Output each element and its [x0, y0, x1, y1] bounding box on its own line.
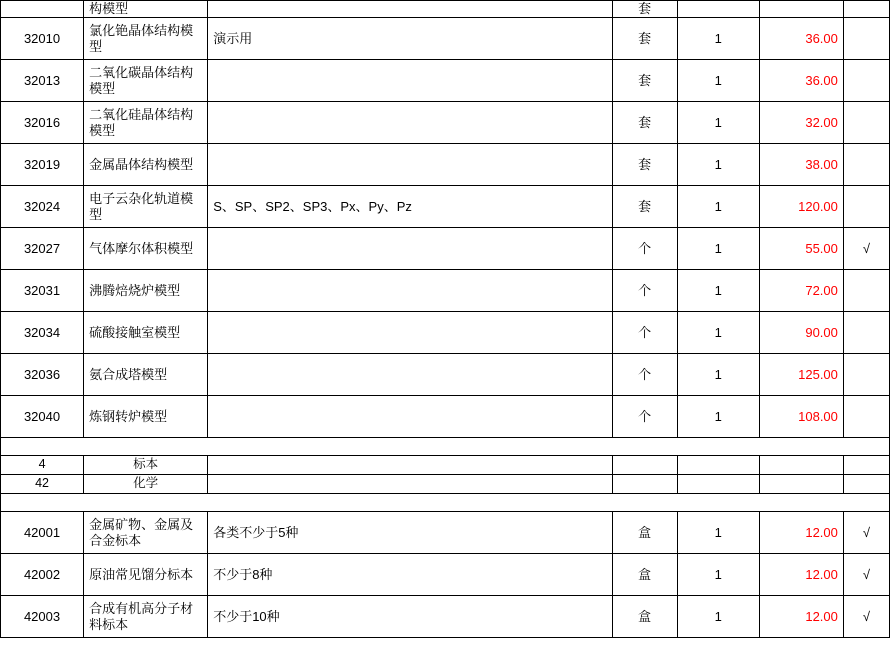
cell-name: 金属矿物、金属及合金标本: [84, 512, 208, 554]
cell-spec: S、SP、SP2、SP3、Px、Py、Pz: [208, 186, 612, 228]
table-row: [1, 554, 890, 596]
cell-unit: 套: [612, 1, 677, 18]
table-row: [1, 354, 890, 396]
cell-mark: [843, 60, 889, 102]
cell-code: 32040: [1, 396, 84, 438]
cell-price: 32.00: [759, 102, 843, 144]
table-row: [1, 228, 890, 270]
cell-qty: 1: [677, 186, 759, 228]
cell-spec: [208, 354, 612, 396]
cell-spec: [208, 396, 612, 438]
cell-mark: [843, 1, 889, 18]
spacer-cell: [1, 438, 890, 456]
cell-spec: [208, 456, 612, 475]
cell-unit: 盒: [612, 596, 677, 638]
cell-spec: 演示用: [208, 18, 612, 60]
cell-unit: 盒: [612, 554, 677, 596]
table-row: [1, 60, 890, 102]
table-row: [1, 144, 890, 186]
cell-price: 55.00: [759, 228, 843, 270]
cell-spec: [208, 270, 612, 312]
cell-qty: 1: [677, 18, 759, 60]
spacer-cell: [1, 494, 890, 512]
cell-mark: √: [843, 512, 889, 554]
cell-mark: [843, 18, 889, 60]
cell-price: 125.00: [759, 354, 843, 396]
table-row: [1, 102, 890, 144]
cell-qty: 1: [677, 596, 759, 638]
table-row: [1, 396, 890, 438]
cell-code: 42002: [1, 554, 84, 596]
cell-code: 42003: [1, 596, 84, 638]
cell-name: 二氧化碳晶体结构模型: [84, 60, 208, 102]
cell-unit: 套: [612, 186, 677, 228]
cell-price: 38.00: [759, 144, 843, 186]
cell-price: [759, 456, 843, 475]
cell-code: 32027: [1, 228, 84, 270]
cell-mark: [843, 102, 889, 144]
cell-price: 36.00: [759, 18, 843, 60]
cell-mark: √: [843, 554, 889, 596]
cell-spec: 不少于8种: [208, 554, 612, 596]
cell-spec: 各类不少于5种: [208, 512, 612, 554]
cell-name: 金属晶体结构模型: [84, 144, 208, 186]
table-row: [1, 270, 890, 312]
cell-mark: √: [843, 596, 889, 638]
cell-mark: [843, 144, 889, 186]
cell-mark: [843, 396, 889, 438]
cell-name: 硫酸接触室模型: [84, 312, 208, 354]
table-row: [1, 18, 890, 60]
cell-qty: 1: [677, 228, 759, 270]
cell-unit: 个: [612, 396, 677, 438]
cell-qty: [677, 1, 759, 18]
table-row: [1, 186, 890, 228]
table-spacer: [1, 494, 890, 512]
cell-spec: [208, 144, 612, 186]
cell-qty: 1: [677, 102, 759, 144]
cell-name: 炼钢转炉模型: [84, 396, 208, 438]
cell-unit: [612, 456, 677, 475]
cell-qty: 1: [677, 60, 759, 102]
cell-code: 32016: [1, 102, 84, 144]
cell-name: 标本: [84, 456, 208, 475]
cell-mark: [843, 354, 889, 396]
cell-price: 120.00: [759, 186, 843, 228]
cell-unit: 套: [612, 60, 677, 102]
cell-code: 32024: [1, 186, 84, 228]
cell-code: 32031: [1, 270, 84, 312]
cell-code: 32019: [1, 144, 84, 186]
cell-code: [1, 1, 84, 18]
cell-name: 构模型: [84, 1, 208, 18]
cell-unit: [612, 475, 677, 494]
cell-code: 42: [1, 475, 84, 494]
table-row-clipped: [1, 1, 890, 18]
cell-price: 90.00: [759, 312, 843, 354]
cell-unit: 个: [612, 354, 677, 396]
cell-unit: 个: [612, 312, 677, 354]
cell-name: 二氧化硅晶体结构模型: [84, 102, 208, 144]
cell-unit: 套: [612, 18, 677, 60]
cell-unit: 盒: [612, 512, 677, 554]
cell-mark: [843, 475, 889, 494]
table-spacer: [1, 438, 890, 456]
cell-qty: 1: [677, 512, 759, 554]
cell-qty: 1: [677, 270, 759, 312]
table-row: [1, 596, 890, 638]
cell-qty: 1: [677, 354, 759, 396]
cell-spec: [208, 228, 612, 270]
cell-code: 32036: [1, 354, 84, 396]
cell-code: 32013: [1, 60, 84, 102]
table-group-header-row: [1, 475, 890, 494]
cell-mark: √: [843, 228, 889, 270]
cell-unit: 套: [612, 144, 677, 186]
cell-code: 32034: [1, 312, 84, 354]
cell-price: 12.00: [759, 596, 843, 638]
cell-name: 氯化铯晶体结构模型: [84, 18, 208, 60]
cell-qty: 1: [677, 312, 759, 354]
cell-qty: [677, 475, 759, 494]
cell-name: 化学: [84, 475, 208, 494]
cell-price: 12.00: [759, 554, 843, 596]
cell-unit: 套: [612, 102, 677, 144]
cell-qty: 1: [677, 396, 759, 438]
cell-unit: 个: [612, 228, 677, 270]
table-group-header-row: [1, 456, 890, 475]
cell-spec: [208, 60, 612, 102]
table-row: [1, 512, 890, 554]
table-body: [1, 1, 890, 638]
table-row: [1, 312, 890, 354]
cell-name: 沸腾焙烧炉模型: [84, 270, 208, 312]
cell-name: 气体摩尔体积模型: [84, 228, 208, 270]
cell-code: 4: [1, 456, 84, 475]
cell-price: 12.00: [759, 512, 843, 554]
cell-spec: 不少于10种: [208, 596, 612, 638]
cell-mark: [843, 186, 889, 228]
cell-unit: 个: [612, 270, 677, 312]
cell-name: 氨合成塔模型: [84, 354, 208, 396]
cell-name: 电子云杂化轨道模型: [84, 186, 208, 228]
cell-price: [759, 1, 843, 18]
cell-price: 72.00: [759, 270, 843, 312]
cell-name: 原油常见馏分标本: [84, 554, 208, 596]
cell-price: 108.00: [759, 396, 843, 438]
cell-spec: [208, 475, 612, 494]
cell-price: 36.00: [759, 60, 843, 102]
cell-code: 42001: [1, 512, 84, 554]
cell-qty: 1: [677, 144, 759, 186]
cell-name: 合成有机高分子材料标本: [84, 596, 208, 638]
cell-mark: [843, 270, 889, 312]
cell-spec: [208, 1, 612, 18]
cell-price: [759, 475, 843, 494]
cell-qty: 1: [677, 554, 759, 596]
cell-spec: [208, 102, 612, 144]
cell-qty: [677, 456, 759, 475]
cell-mark: [843, 312, 889, 354]
cell-mark: [843, 456, 889, 475]
cell-code: 32010: [1, 18, 84, 60]
cell-spec: [208, 312, 612, 354]
